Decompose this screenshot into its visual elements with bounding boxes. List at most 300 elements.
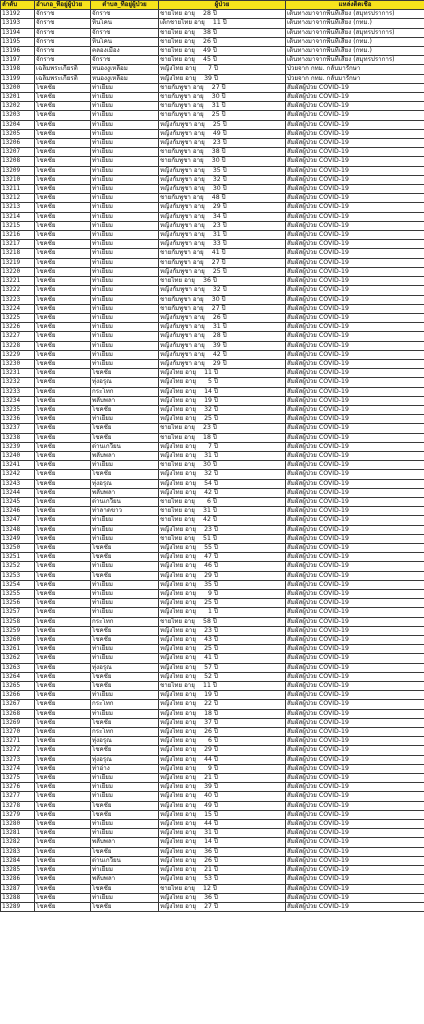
year-unit: ปี	[222, 175, 227, 183]
cell-subdistrict: กระโทก	[91, 700, 159, 709]
cell-source: สัมผัสผู้ป่วย COVID-19	[286, 654, 424, 663]
cell-patient	[159, 543, 286, 552]
cell-subdistrict: กระโทก	[91, 387, 159, 396]
cell-source: เดินทางมาจากพื้นที่เสี่ยง (สมุทรปราการ)	[286, 56, 424, 65]
cell-subdistrict: โชคชัย	[91, 884, 159, 893]
year-unit: ปี	[213, 479, 218, 487]
patient-type: หญิงกัมพูชา	[160, 120, 192, 128]
cell-patient	[159, 387, 286, 396]
age-value: 27	[211, 304, 220, 312]
patient-type: หญิงไทย	[160, 902, 184, 910]
patient-type: หญิงกัมพูชา	[160, 185, 192, 193]
table-row	[1, 663, 424, 672]
cell-source: สัมผัสผู้ป่วย COVID-19	[286, 516, 424, 525]
cell-source: สัมผัสผู้ป่วย COVID-19	[286, 295, 424, 304]
cell-no: 13281	[1, 829, 35, 838]
cell-no: 13222	[1, 286, 35, 295]
age-word: อายุ	[185, 580, 196, 588]
age-word: อายุ	[184, 56, 195, 64]
table-row	[1, 93, 424, 102]
cell-no: 13263	[1, 663, 35, 672]
age-value: 30	[211, 93, 220, 101]
age-value: 43	[204, 636, 212, 644]
cell-source: สัมผัสผู้ป่วย COVID-19	[286, 636, 424, 645]
cell-district: โชคชัย	[35, 608, 91, 617]
age-value: 30	[211, 157, 220, 165]
cell-no: 13253	[1, 571, 35, 580]
cell-subdistrict: พลับพลา	[91, 488, 159, 497]
cell-no: 13236	[1, 415, 35, 424]
cell-no: 13287	[1, 884, 35, 893]
cell-subdistrict: โชคชัย	[91, 626, 159, 635]
age-value: 23	[203, 424, 211, 432]
cell-district: โชคชัย	[35, 783, 91, 792]
cell-patient	[159, 65, 286, 74]
table-row	[1, 746, 424, 755]
cell-source: สัมผัสผู้ป่วย COVID-19	[286, 387, 424, 396]
cell-source: สัมผัสผู้ป่วย COVID-19	[286, 212, 424, 221]
age-value: 46	[204, 562, 212, 570]
age-word: อายุ	[185, 405, 196, 413]
year-unit: ปี	[212, 617, 217, 625]
cell-patient	[159, 295, 286, 304]
cell-district: โชคชัย	[35, 148, 91, 157]
cell-district: โชคชัย	[35, 580, 91, 589]
cell-subdistrict: โชคชัย	[91, 847, 159, 856]
table-row	[1, 313, 424, 322]
table-row	[1, 83, 424, 92]
cell-no: 13207	[1, 148, 35, 157]
age-word: อายุ	[185, 451, 196, 459]
cell-no: 13192	[1, 10, 35, 19]
cell-no: 13288	[1, 893, 35, 902]
cell-patient	[159, 28, 286, 37]
year-unit: ปี	[213, 654, 218, 662]
cell-source: สัมผัสผู้ป่วย COVID-19	[286, 424, 424, 433]
cell-source: สัมผัสผู้ป่วย COVID-19	[286, 166, 424, 175]
cell-subdistrict: โชคชัย	[91, 902, 159, 911]
cell-source: สัมผัสผู้ป่วย COVID-19	[286, 286, 424, 295]
age-word: อายุ	[192, 93, 204, 101]
table-row	[1, 249, 424, 258]
table-row	[1, 350, 424, 359]
age-value: 57	[204, 663, 212, 671]
age-value: 9	[208, 590, 212, 597]
patient-type: ชายกัมพูชา	[160, 157, 191, 165]
patient-type: หญิงไทย	[160, 672, 184, 680]
age-value: 28	[203, 10, 211, 18]
year-unit: ปี	[213, 562, 218, 570]
age-word: อายุ	[185, 470, 196, 478]
patient-type: ชายกัมพูชา	[160, 83, 191, 91]
cell-subdistrict: โชคชัย	[91, 746, 159, 755]
age-value: 18	[204, 709, 212, 717]
year-unit: ปี	[213, 645, 218, 653]
table-row	[1, 893, 424, 902]
header-district: อำเภอ_ที่อยู่ผู้ป่วย	[35, 1, 91, 10]
patient-type: หญิงไทย	[160, 847, 184, 855]
patient-type: ชายไทย	[160, 497, 183, 505]
cell-source: สัมผัสผู้ป่วย COVID-19	[286, 764, 424, 773]
age-word: อายุ	[184, 277, 195, 285]
table-row	[1, 525, 424, 534]
table-row	[1, 415, 424, 424]
cell-subdistrict: ท่าลาดขาว	[91, 507, 159, 516]
cell-subdistrict: โชคชัย	[91, 718, 159, 727]
year-unit: ปี	[213, 396, 218, 404]
age-value: 23	[204, 525, 212, 533]
age-value: 32	[212, 286, 221, 294]
year-unit: ปี	[222, 332, 227, 340]
table-row	[1, 709, 424, 718]
age-value: 55	[204, 543, 212, 551]
cell-source: สัมผัสผู้ป่วย COVID-19	[286, 479, 424, 488]
cell-patient	[159, 497, 286, 506]
cell-source: สัมผัสผู้ป่วย COVID-19	[286, 700, 424, 709]
cell-district: โชคชัย	[35, 249, 91, 258]
cell-patient	[159, 286, 286, 295]
cell-patient	[159, 203, 286, 212]
cell-district: โชคชัย	[35, 820, 91, 829]
cell-patient	[159, 258, 286, 267]
cell-patient	[159, 718, 286, 727]
cell-source: สัมผัสผู้ป่วย COVID-19	[286, 820, 424, 829]
age-value: 44	[204, 755, 212, 763]
patient-type: ชายไทย	[160, 277, 183, 285]
cell-subdistrict: ท่าเยี่ยม	[91, 93, 159, 102]
age-word: อายุ	[192, 258, 204, 266]
year-unit: ปี	[213, 847, 218, 855]
cell-subdistrict: ท่าเยี่ยม	[91, 295, 159, 304]
year-unit: ปี	[213, 709, 218, 717]
cell-source: สัมผัสผู้ป่วย COVID-19	[286, 203, 424, 212]
patient-type: หญิงไทย	[160, 718, 184, 726]
cell-subdistrict: ท่าเยี่ยม	[91, 185, 159, 194]
cell-district: จักราช	[35, 56, 91, 65]
year-unit: ปี	[213, 580, 218, 588]
table-row	[1, 240, 424, 249]
cell-patient	[159, 783, 286, 792]
cell-district: จักราช	[35, 10, 91, 19]
age-word: อายุ	[193, 350, 205, 358]
patient-type: หญิงไทย	[160, 875, 184, 883]
cell-no: 13234	[1, 396, 35, 405]
age-value: 29	[212, 203, 221, 211]
year-unit: ปี	[213, 783, 218, 791]
cell-patient	[159, 221, 286, 230]
table-row	[1, 378, 424, 387]
year-unit: ปี	[222, 267, 227, 275]
cell-district: โชคชัย	[35, 902, 91, 911]
cell-source: สัมผัสผู้ป่วย COVID-19	[286, 866, 424, 875]
table-row	[1, 820, 424, 829]
age-word: อายุ	[185, 737, 196, 745]
cell-no: 13231	[1, 369, 35, 378]
cell-source: สัมผัสผู้ป่วย COVID-19	[286, 497, 424, 506]
cell-no: 13203	[1, 111, 35, 120]
cell-source: สัมผัสผู้ป่วย COVID-19	[286, 341, 424, 350]
cell-district: โชคชัย	[35, 231, 91, 240]
cell-no: 13205	[1, 129, 35, 138]
table-row	[1, 295, 424, 304]
cell-district: โชคชัย	[35, 442, 91, 451]
year-unit: ปี	[222, 341, 227, 349]
table-row	[1, 102, 424, 111]
cell-district: โชคชัย	[35, 663, 91, 672]
patient-type: หญิงไทย	[160, 369, 184, 377]
age-value: 14	[204, 838, 212, 846]
year-unit: ปี	[213, 543, 218, 551]
cell-district: จักราช	[35, 47, 91, 56]
year-unit: ปี	[222, 166, 227, 174]
cell-subdistrict: ท่าเยี่ยม	[91, 157, 159, 166]
year-unit: ปี	[213, 369, 218, 377]
cell-subdistrict: จักราช	[91, 28, 159, 37]
table-row	[1, 783, 424, 792]
cell-subdistrict: ท่าเยี่ยม	[91, 645, 159, 654]
cell-subdistrict: ท่าเยี่ยม	[91, 525, 159, 534]
cell-no: 13258	[1, 617, 35, 626]
patient-type: หญิงกัมพูชา	[160, 267, 192, 275]
table-row	[1, 543, 424, 552]
cell-patient	[159, 534, 286, 543]
age-word: อายุ	[193, 185, 205, 193]
cell-patient	[159, 479, 286, 488]
year-unit: ปี	[213, 820, 218, 828]
table-row	[1, 10, 424, 19]
cell-district: เฉลิมพระเกียรติ	[35, 65, 91, 74]
cell-source: สัมผัสผู้ป่วย COVID-19	[286, 608, 424, 617]
patient-type: ชายไทย	[160, 682, 183, 690]
cell-district: โชคชัย	[35, 856, 91, 865]
cell-patient	[159, 866, 286, 875]
cell-patient	[159, 451, 286, 460]
cell-source: สัมผัสผู้ป่วย COVID-19	[286, 562, 424, 571]
age-value: 26	[204, 728, 212, 736]
cell-district: โชคชัย	[35, 884, 91, 893]
cell-no: 13197	[1, 56, 35, 65]
cell-patient	[159, 636, 286, 645]
patient-type: หญิงไทย	[160, 590, 184, 597]
cell-source: สัมผัสผู้ป่วย COVID-19	[286, 810, 424, 819]
table-row	[1, 810, 424, 819]
cell-district: โชคชัย	[35, 737, 91, 746]
patient-type: หญิงไทย	[160, 663, 184, 671]
age-word: อายุ	[185, 636, 196, 644]
year-unit: ปี	[212, 37, 217, 45]
age-value: 31	[212, 231, 221, 239]
cell-patient	[159, 129, 286, 138]
table-row	[1, 654, 424, 663]
cell-no: 13249	[1, 534, 35, 543]
table-row	[1, 470, 424, 479]
patient-type: ชายไทย	[160, 47, 183, 55]
cell-source: สัมผัสผู้ป่วย COVID-19	[286, 893, 424, 902]
cell-source: สัมผัสผู้ป่วย COVID-19	[286, 626, 424, 635]
patient-type: หญิงไทย	[160, 396, 184, 404]
year-unit: ปี	[222, 350, 227, 358]
cell-no: 13214	[1, 212, 35, 221]
age-value: 11	[212, 19, 221, 27]
patient-type: ชายไทย	[160, 10, 183, 18]
age-word: อายุ	[193, 203, 205, 211]
table-row	[1, 175, 424, 184]
cell-patient	[159, 74, 286, 83]
table-row	[1, 838, 424, 847]
cell-no: 13256	[1, 599, 35, 608]
patient-type: ชายกัมพูชา	[160, 102, 191, 110]
age-word: อายุ	[185, 74, 196, 82]
table-row	[1, 405, 424, 414]
cell-patient	[159, 663, 286, 672]
cell-patient	[159, 599, 286, 608]
cell-source: สัมผัสผู้ป่วย COVID-19	[286, 691, 424, 700]
cell-subdistrict: พลับพลา	[91, 838, 159, 847]
cell-patient	[159, 507, 286, 516]
table-row	[1, 497, 424, 506]
cell-subdistrict: โชคชัย	[91, 543, 159, 552]
age-word: อายุ	[185, 718, 196, 726]
cell-source: สัมผัสผู้ป่วย COVID-19	[286, 728, 424, 737]
patient-type: หญิงไทย	[160, 378, 184, 386]
cell-patient	[159, 847, 286, 856]
cell-district: โชคชัย	[35, 875, 91, 884]
cell-patient	[159, 442, 286, 451]
patient-type: หญิงไทย	[160, 829, 184, 837]
patient-type: ชายไทย	[160, 37, 183, 45]
cell-subdistrict: ท่าอ่าง	[91, 764, 159, 773]
cell-patient	[159, 139, 286, 148]
table-row	[1, 599, 424, 608]
age-word: อายุ	[185, 902, 196, 910]
cell-district: โชคชัย	[35, 129, 91, 138]
cell-no: 13211	[1, 185, 35, 194]
table-header-row	[1, 1, 424, 10]
age-word: อายุ	[193, 129, 205, 137]
cell-subdistrict: ท่าเยี่ยม	[91, 691, 159, 700]
patient-type: ชายกัมพูชา	[160, 295, 191, 303]
cell-district: โชคชัย	[35, 93, 91, 102]
cell-patient	[159, 369, 286, 378]
age-value: 39	[204, 783, 212, 791]
cell-source: สัมผัสผู้ป่วย COVID-19	[286, 682, 424, 691]
cell-no: 13276	[1, 783, 35, 792]
cell-no: 13237	[1, 424, 35, 433]
age-word: อายุ	[185, 543, 196, 551]
patient-type: ชายกัมพูชา	[160, 249, 191, 257]
cell-no: 13201	[1, 93, 35, 102]
table-row	[1, 359, 424, 368]
cell-no: 13230	[1, 359, 35, 368]
year-unit: ปี	[213, 856, 218, 864]
age-value: 40	[204, 792, 212, 800]
age-word: อายุ	[193, 19, 205, 27]
age-value: 30	[212, 185, 221, 193]
year-unit: ปี	[213, 65, 218, 73]
cell-no: 13204	[1, 120, 35, 129]
cell-subdistrict: ท่าเยี่ยม	[91, 359, 159, 368]
cell-patient	[159, 277, 286, 286]
age-value: 7	[208, 65, 212, 73]
cell-source: สัมผัสผู้ป่วย COVID-19	[286, 461, 424, 470]
cell-source: สัมผัสผู้ป่วย COVID-19	[286, 451, 424, 460]
patient-type: หญิงไทย	[160, 764, 184, 772]
cell-source: สัมผัสผู้ป่วย COVID-19	[286, 277, 424, 286]
year-unit: ปี	[213, 801, 218, 809]
table-row	[1, 691, 424, 700]
table-row	[1, 737, 424, 746]
cell-patient	[159, 341, 286, 350]
cell-subdistrict: ท่าเยี่ยม	[91, 120, 159, 129]
age-value: 1	[208, 608, 212, 616]
age-word: อายุ	[185, 893, 196, 901]
age-word: อายุ	[184, 617, 195, 625]
year-unit: ปี	[213, 866, 218, 874]
cell-source: สัมผัสผู้ป่วย COVID-19	[286, 359, 424, 368]
patient-type: หญิงไทย	[160, 654, 184, 662]
age-value: 26	[212, 313, 221, 321]
cell-source: สัมผัสผู้ป่วย COVID-19	[286, 240, 424, 249]
cell-subdistrict: โชคชัย	[91, 424, 159, 433]
age-word: อายุ	[185, 525, 196, 533]
cell-subdistrict: ท่าเยี่ยม	[91, 102, 159, 111]
cell-district: โชคชัย	[35, 764, 91, 773]
year-unit: ปี	[213, 488, 218, 496]
cell-no: 13238	[1, 433, 35, 442]
age-value: 39	[212, 341, 221, 349]
table-row	[1, 884, 424, 893]
cell-district: โชคชัย	[35, 672, 91, 681]
age-value: 32	[204, 470, 212, 478]
age-word: อายุ	[193, 166, 205, 174]
age-value: 54	[204, 479, 212, 487]
cell-patient	[159, 875, 286, 884]
table-row	[1, 847, 424, 856]
cell-district: โชคชัย	[35, 286, 91, 295]
table-row	[1, 534, 424, 543]
age-value: 35	[204, 580, 212, 588]
cell-source: สัมผัสผู้ป่วย COVID-19	[286, 645, 424, 654]
cell-no: 13233	[1, 387, 35, 396]
patient-type: หญิงกัมพูชา	[160, 286, 192, 294]
cell-patient	[159, 405, 286, 414]
year-unit: ปี	[221, 83, 226, 91]
cell-patient	[159, 461, 286, 470]
cell-no: 13272	[1, 746, 35, 755]
cell-subdistrict: ท่าเยี่ยม	[91, 258, 159, 267]
year-unit: ปี	[222, 120, 227, 128]
cell-no: 13202	[1, 102, 35, 111]
year-unit: ปี	[221, 258, 226, 266]
cell-district: โชคชัย	[35, 562, 91, 571]
cell-subdistrict: ท่าเยี่ยม	[91, 461, 159, 470]
age-value: 39	[204, 74, 212, 82]
patient-type: เด็กชายไทย	[160, 19, 192, 27]
cell-no: 13198	[1, 65, 35, 74]
header-source: แหล่งติดเชื้อ	[286, 1, 424, 10]
year-unit: ปี	[213, 378, 218, 386]
age-word: อายุ	[184, 28, 195, 36]
year-unit: ปี	[213, 902, 218, 910]
cell-district: โชคชัย	[35, 543, 91, 552]
table-row	[1, 369, 424, 378]
cell-subdistrict: ท่าเยี่ยม	[91, 608, 159, 617]
year-unit: ปี	[213, 590, 218, 597]
cell-patient	[159, 884, 286, 893]
cell-district: เฉลิมพระเกียรติ	[35, 74, 91, 83]
cell-source: สัมผัสผู้ป่วย COVID-19	[286, 185, 424, 194]
cell-subdistrict: ทุ่งอรุณ	[91, 479, 159, 488]
